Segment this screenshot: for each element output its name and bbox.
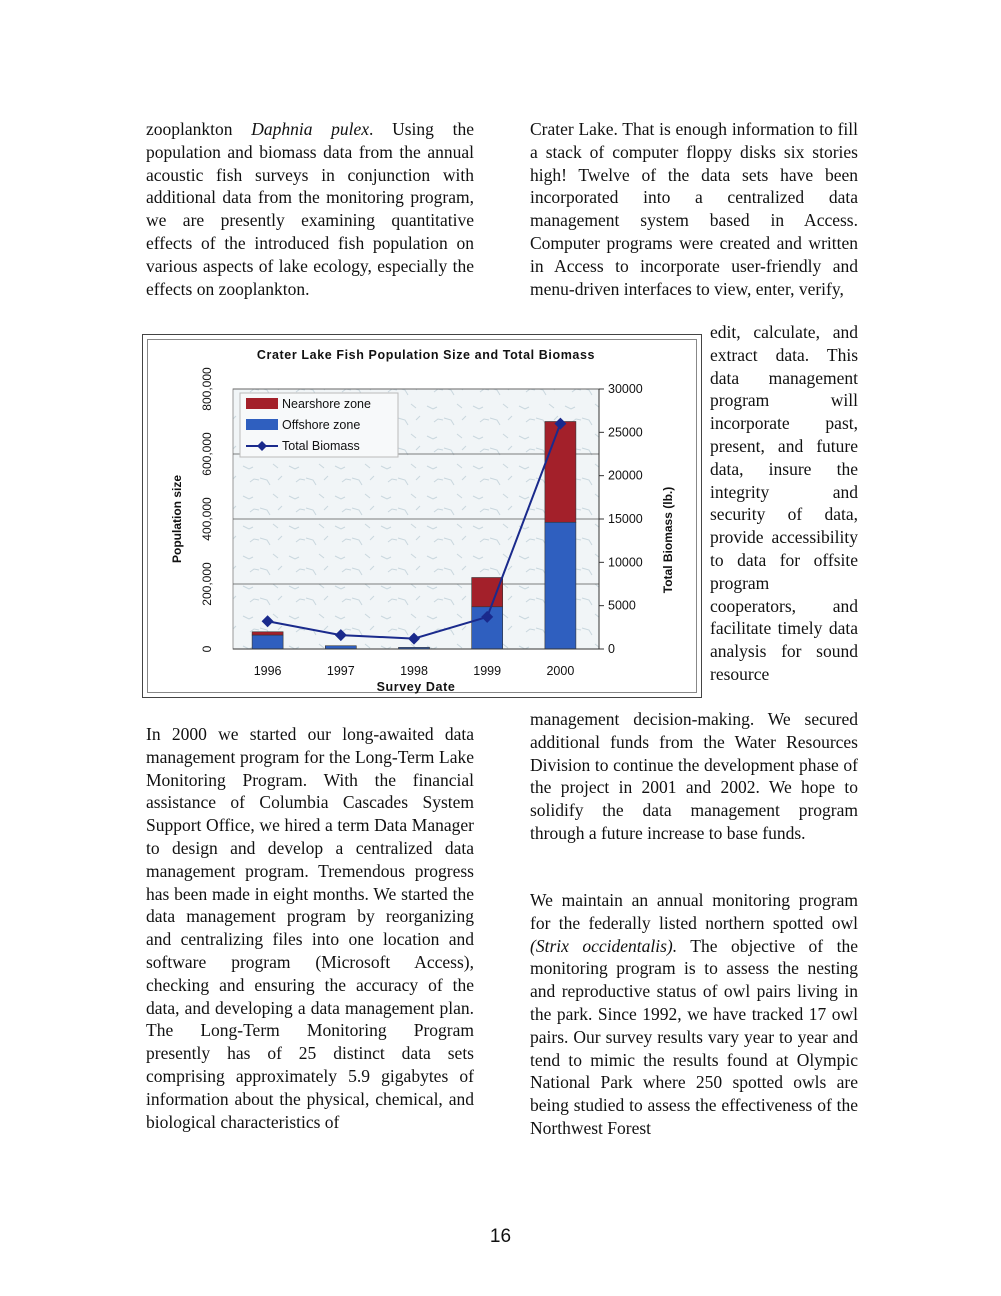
species-name: Daphnia pulex [251, 119, 370, 139]
y2-tick-label: 10000 [608, 555, 643, 570]
x-tick-label: 1998 [400, 664, 428, 678]
x-tick-label: 1999 [473, 664, 502, 678]
paragraph-funding: management decision-making. We secured additional funds from the Water Resources Division to continue the development phase of the project in 2001 and 2002. We hope to solidify the data management program through a future increase to base funds. [530, 709, 858, 843]
legend-label-offshore: Offshore zone [282, 418, 361, 432]
text-span: . Using the population and biomass data from the annual acoustic fish surveys in conjunction with additional data from the monitoring program, we are presently examining quantitative effects of the introduced fish population on various aspects of lake ecology, especially the effects on zooplankton. [146, 119, 474, 299]
y2-tick-label: 25000 [608, 425, 643, 440]
x-axis-label: Survey Date [376, 680, 456, 694]
bar-offshore [545, 522, 576, 649]
paragraph-data-sets: Crater Lake. That is enough information to fill a stack of computer floppy disks six stories high! Twelve of the data sets have been incorporated into a centralized data management system based in Access. Computer programs were created and written in Access to incorporate user-friendly and menu-driven interfaces to view, enter, verify, [530, 119, 858, 299]
y2-tick-label: 30000 [608, 382, 643, 396]
x-axis [233, 649, 599, 678]
bar-offshore [252, 635, 283, 649]
y-tick-label: 400,000 [200, 497, 214, 541]
paragraph-zooplankton [146, 118, 474, 300]
y2-tick-label: 20000 [608, 468, 643, 483]
chart-figure [142, 334, 702, 698]
legend-label-nearshore: Nearshore zone [282, 397, 371, 411]
chart-title: Crater Lake Fish Population Size and Total Biomass [256, 348, 596, 362]
x-tick-label: 2000 [546, 664, 575, 678]
y-axis-label: Population size [170, 474, 184, 564]
y-tick-label: 0 [200, 645, 214, 653]
y2-tick-label: 15000 [608, 512, 643, 526]
y2-tick-label: 5000 [608, 598, 636, 613]
y-tick-label: 800,000 [200, 367, 214, 411]
fish-population-chart [148, 340, 698, 694]
bar-nearshore [545, 422, 576, 523]
paragraph-data-management: In 2000 we started our long-awaited data management program for the Long-Term Lake Monitoring Program. With the financial assistance of Columbia Cascades System Support Office, we hired a term Data Manager to design and develop a centralized data management program. Tremendous progress has been made in eight months. We started the data management program by reorganizing and centralizing files into one location and software program (Microsoft Access), checking and ensuring the accuracy of the data, and developing a data management plan. The Long-Term Monitoring Program presently has of 25 distinct data sets comprising approximately 5.9 gigabytes of information about the physical, chemical, and biological characteristics of [146, 724, 474, 1132]
page-number: 16 [489, 1226, 512, 1247]
legend-label-biomass: Total Biomass [282, 439, 360, 453]
y2-axis-label: Total Biomass (lb.) [661, 486, 675, 594]
y2-axis [599, 382, 643, 656]
bar-nearshore [252, 632, 283, 635]
x-tick-label: 1997 [326, 664, 355, 678]
y-tick-label: 200,000 [200, 562, 214, 606]
legend-swatch-nearshore [246, 398, 278, 409]
chart-legend [240, 393, 398, 457]
species-name: (Strix occidentalis). [530, 935, 678, 956]
text-span: We maintain an annual monitoring program for the federally listed northern spotted owl [530, 890, 858, 933]
paragraph-spotted-owl [530, 889, 858, 1140]
legend-swatch-offshore [246, 419, 278, 430]
paragraph-data-program-wrap: edit, calculate, and extract data. This data management program will incorporate past, present, and future data, insure the integrity and security of data, provide accessibility to data for offsite program cooperators, and facilitate timely data analysis for sound resource [710, 322, 858, 684]
chart-inner-frame [147, 339, 697, 693]
y2-tick-label: 0 [608, 642, 615, 656]
y-axis [200, 367, 214, 652]
y-tick-label: 600,000 [200, 432, 214, 476]
text-span: The objective of the monitoring program is to assess the nesting and reproductive status of owl pairs living in the park. Since 1992, we have tracked 17 owl pairs. Our survey results vary year to year and tend to mimic the results found at Olympic National Park where 250 spotted owls are being studied to assess the effectiveness of the Northwest Forest [530, 935, 858, 1138]
x-tick-label: 1996 [253, 664, 282, 678]
text-span: zooplankton [146, 119, 252, 139]
bar-nearshore [472, 578, 503, 607]
